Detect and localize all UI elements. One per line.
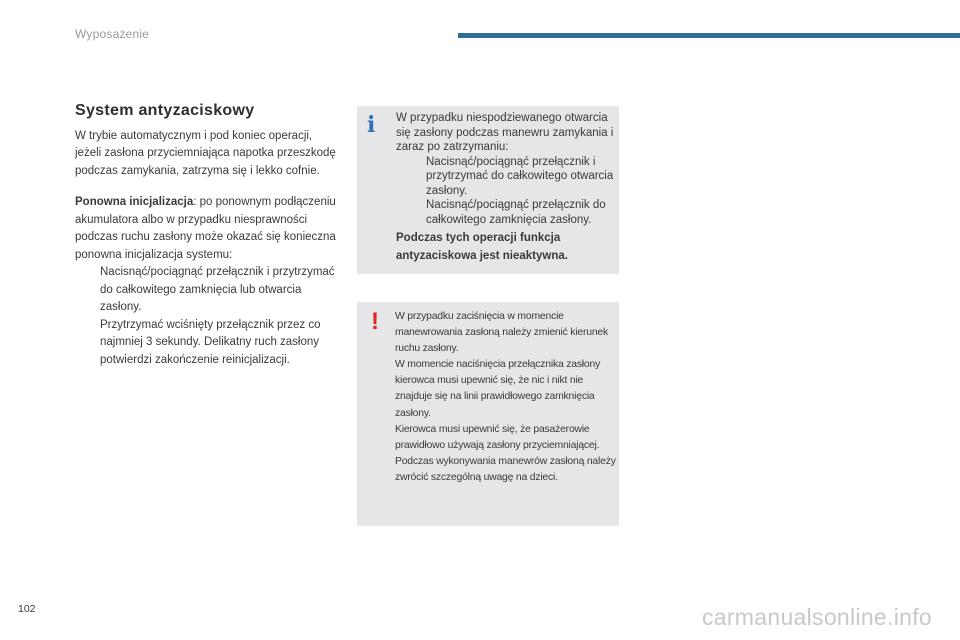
watermark: carmanualsonline.info: [701, 604, 932, 630]
info-text: [396, 111, 616, 265]
info-intro: W przypadku niespodziewanego otwarcia się zasłony podczas manewru zamykania i zaraz po zatrzymaniu:: [396, 112, 614, 153]
list-item: [396, 155, 616, 199]
reinit-paragraph: [75, 194, 337, 264]
warning-paragraph: Podczas wykonywania manewrów zasłoną należy zwrócić szczególną uwagę na dzieci.: [395, 455, 616, 483]
warning-paragraph: Kierowca musi upewnić się, że pasażerowie prawidłowo używają zasłony przyciemniającej.: [395, 423, 600, 451]
warning-box: [357, 302, 619, 526]
chapter-title: Wyposażenie: [75, 27, 150, 41]
header-accent-bar: [458, 33, 960, 38]
section-title: System antyzaciskowy: [75, 102, 255, 119]
page-number: 102: [18, 603, 36, 615]
list-item-text: Nacisnąć/pociągnąć przełącznik i przytrzymać do całkowitego zamknięcia lub otwarcia zasłony.: [100, 266, 335, 313]
reinit-steps: [75, 264, 337, 369]
reinit-label: Ponowna inicjalizacja: [75, 196, 194, 208]
warning-icon: !: [371, 308, 379, 335]
list-item: [75, 264, 337, 317]
warning-paragraph: W momencie naciśnięcia przełącznika zasłony kierowca musi upewnić się, że nic i nikt nie znajduje się na linii prawidłowego zamknięcia zasłony.: [395, 359, 601, 419]
main-column: [75, 102, 337, 369]
info-steps: [396, 155, 616, 228]
info-icon: i: [367, 112, 376, 138]
warning-text: [395, 309, 617, 486]
list-item: [396, 198, 616, 227]
warning-paragraph: W przypadku zaciśnięcia w momencie manewrowania zasłoną należy zmienić kierunek ruchu zasłony.: [395, 311, 608, 355]
list-item-text: Przytrzymać wciśnięty przełącznik przez co najmniej 3 sekundy. Delikatny ruch zasłony potwierdzi zakończenie reinicjalizacji.: [100, 318, 321, 366]
list-item-text: Nacisnąć/pociągnąć przełącznik i przytrzymać do całkowitego otwarcia zasłony.: [426, 155, 614, 197]
list-item-text: Nacisnąć/pociągnąć przełącznik do całkowitego zamknięcia zasłony.: [426, 199, 606, 226]
intro-paragraph: W trybie automatycznym i pod koniec operacji, jeżeli zasłona przyciemniająca napotka przeszkodę podczas zamykania, zatrzyma się i lekko cofnie.: [75, 129, 336, 177]
info-note: Podczas tych operacji funkcja antyzaciskowa jest nieaktywna.: [396, 232, 568, 262]
info-box: [357, 106, 619, 274]
reinit-text: : po ponownym podłączeniu akumulatora albo w przypadku niesprawności podczas ruchu zasłony może okazać się konieczna ponowna inicjalizacja systemu:: [75, 196, 336, 261]
list-item: [75, 317, 337, 370]
